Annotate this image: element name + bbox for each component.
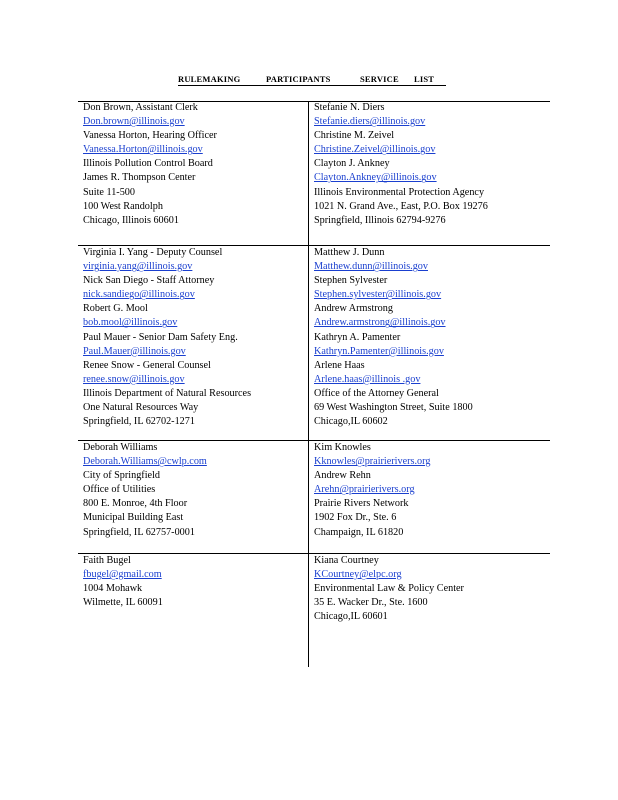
email-link[interactable]: Arehn@prairierivers.org bbox=[314, 484, 415, 496]
title-word-list: LIST bbox=[414, 74, 435, 84]
contact-line: Office of the Attorney General bbox=[314, 387, 439, 399]
email-link[interactable]: bob.mool@illinois.gov bbox=[83, 317, 178, 329]
contact-line: Robert G. Mool bbox=[83, 303, 148, 315]
email-link[interactable]: virginia.yang@illinois.gov bbox=[83, 261, 193, 273]
contact-line: Andrew Rehn bbox=[314, 470, 371, 482]
title-word-rulemaking: RULEMAKING bbox=[178, 74, 241, 84]
contact-cell-r1-right bbox=[314, 101, 488, 228]
contact-line: James R. Thompson Center bbox=[83, 172, 196, 184]
email-link[interactable]: Arlene.haas@illinois .gov bbox=[314, 373, 421, 385]
email-link[interactable]: Christine.Zeivel@illinois.gov bbox=[314, 144, 436, 156]
contact-line: Vanessa Horton, Hearing Officer bbox=[83, 130, 217, 142]
email-link[interactable]: Kathryn.Pamenter@illinois.gov bbox=[314, 345, 444, 357]
contact-line: Municipal Building East bbox=[83, 512, 184, 524]
contact-cell-r3-right bbox=[314, 441, 430, 540]
contact-line: Wilmette, IL 60091 bbox=[83, 597, 163, 609]
contact-line: Virginia I. Yang - Deputy Counsel bbox=[83, 247, 223, 258]
contact-line: 100 West Randolph bbox=[83, 200, 163, 212]
email-link[interactable]: nick.sandiego@illinois.gov bbox=[83, 289, 195, 301]
contact-line: Paul Mauer - Senior Dam Safety Eng. bbox=[83, 331, 238, 343]
contact-line: Chicago, Illinois 60601 bbox=[83, 214, 179, 226]
email-link[interactable]: Stefanie.diers@illinois.gov bbox=[314, 116, 426, 128]
contact-line: Andrew Armstrong bbox=[314, 303, 393, 315]
title-underline bbox=[178, 85, 446, 86]
contact-cell-r2-left bbox=[83, 246, 251, 429]
contact-line: Prairie Rivers Network bbox=[314, 498, 409, 510]
contact-line: Matthew J. Dunn bbox=[314, 247, 385, 258]
email-link[interactable]: Matthew.dunn@illinois.gov bbox=[314, 261, 428, 273]
contact-line: Stefanie N. Diers bbox=[314, 102, 385, 113]
contact-line: Stephen Sylvester bbox=[314, 275, 388, 287]
contact-line: One Natural Resources Way bbox=[83, 402, 199, 414]
contact-line: Illinois Department of Natural Resources bbox=[83, 387, 252, 399]
email-link[interactable]: Clayton.Ankney@illinois.gov bbox=[314, 172, 437, 184]
contact-line: Kathryn A. Pamenter bbox=[314, 331, 401, 343]
contact-line: Clayton J. Ankney bbox=[314, 158, 390, 170]
contact-line: Nick San Diego - Staff Attorney bbox=[83, 275, 215, 287]
contact-line: Environmental Law & Policy Center bbox=[314, 583, 464, 595]
title-word-service: SERVICE bbox=[360, 74, 399, 84]
contact-line: Champaign, IL 61820 bbox=[314, 526, 404, 538]
email-link[interactable]: Deborah.Williams@cwlp.com bbox=[83, 456, 207, 468]
contact-line: Office of Utilities bbox=[83, 484, 156, 496]
email-link[interactable]: Stephen.sylvester@illinois.gov bbox=[314, 289, 442, 301]
contact-line: 69 West Washington Street, Suite 1800 bbox=[314, 402, 473, 414]
contact-line: Arlene Haas bbox=[314, 359, 365, 371]
contact-line: Illinois Pollution Control Board bbox=[83, 158, 213, 170]
email-link[interactable]: renee.snow@illinois.gov bbox=[83, 373, 185, 385]
contact-line: 1004 Mohawk bbox=[83, 583, 143, 595]
contact-line: 800 E. Monroe, 4th Floor bbox=[83, 498, 188, 510]
email-link[interactable]: Don.brown@illinois.gov bbox=[83, 116, 185, 128]
email-link[interactable]: Andrew.armstrong@illinois.gov bbox=[314, 317, 446, 329]
email-link[interactable]: fbugel@gmail.com bbox=[83, 569, 162, 581]
contact-line: Illinois Environmental Protection Agency bbox=[314, 186, 485, 198]
contact-line: Christine M. Zeivel bbox=[314, 130, 395, 142]
contact-cell-r4-right bbox=[314, 554, 464, 624]
contact-line: Springfield, IL 62757-0001 bbox=[83, 526, 195, 538]
contact-line: 35 E. Wacker Dr., Ste. 1600 bbox=[314, 597, 428, 609]
table-column-divider bbox=[308, 101, 309, 667]
contact-line: Springfield, IL 62702-1271 bbox=[83, 416, 195, 428]
contact-line: Chicago,IL 60602 bbox=[314, 416, 388, 428]
contact-line: City of Springfield bbox=[83, 470, 160, 482]
contact-line: Faith Bugel bbox=[83, 555, 131, 566]
contact-line: Don Brown, Assistant Clerk bbox=[83, 102, 198, 113]
contact-cell-r4-left bbox=[83, 554, 163, 610]
email-link[interactable]: Kknowles@prairierivers.org bbox=[314, 456, 431, 468]
contact-line: Kim Knowles bbox=[314, 442, 371, 453]
email-link[interactable]: Paul.Mauer@illinois.gov bbox=[83, 345, 186, 357]
email-link[interactable]: Vanessa.Horton@illinois.gov bbox=[83, 144, 203, 156]
document-title bbox=[178, 74, 434, 84]
contact-line: 1021 N. Grand Ave., East, P.O. Box 19276 bbox=[314, 200, 488, 212]
contact-cell-r3-left bbox=[83, 441, 207, 540]
contact-line: Kiana Courtney bbox=[314, 555, 379, 566]
contact-line: Deborah Williams bbox=[83, 442, 158, 453]
email-link[interactable]: KCourtney@elpc.org bbox=[314, 569, 402, 581]
title-word-participants: PARTICIPANTS bbox=[266, 74, 331, 84]
contact-line: Springfield, Illinois 62794-9276 bbox=[314, 214, 446, 226]
contact-line: 1902 Fox Dr., Ste. 6 bbox=[314, 512, 397, 524]
contact-cell-r1-left bbox=[83, 101, 217, 228]
contact-line: Chicago,IL 60601 bbox=[314, 611, 388, 623]
contact-cell-r2-right bbox=[314, 246, 473, 429]
contact-line: Renee Snow - General Counsel bbox=[83, 359, 211, 371]
contact-line: Suite 11-500 bbox=[83, 186, 135, 198]
